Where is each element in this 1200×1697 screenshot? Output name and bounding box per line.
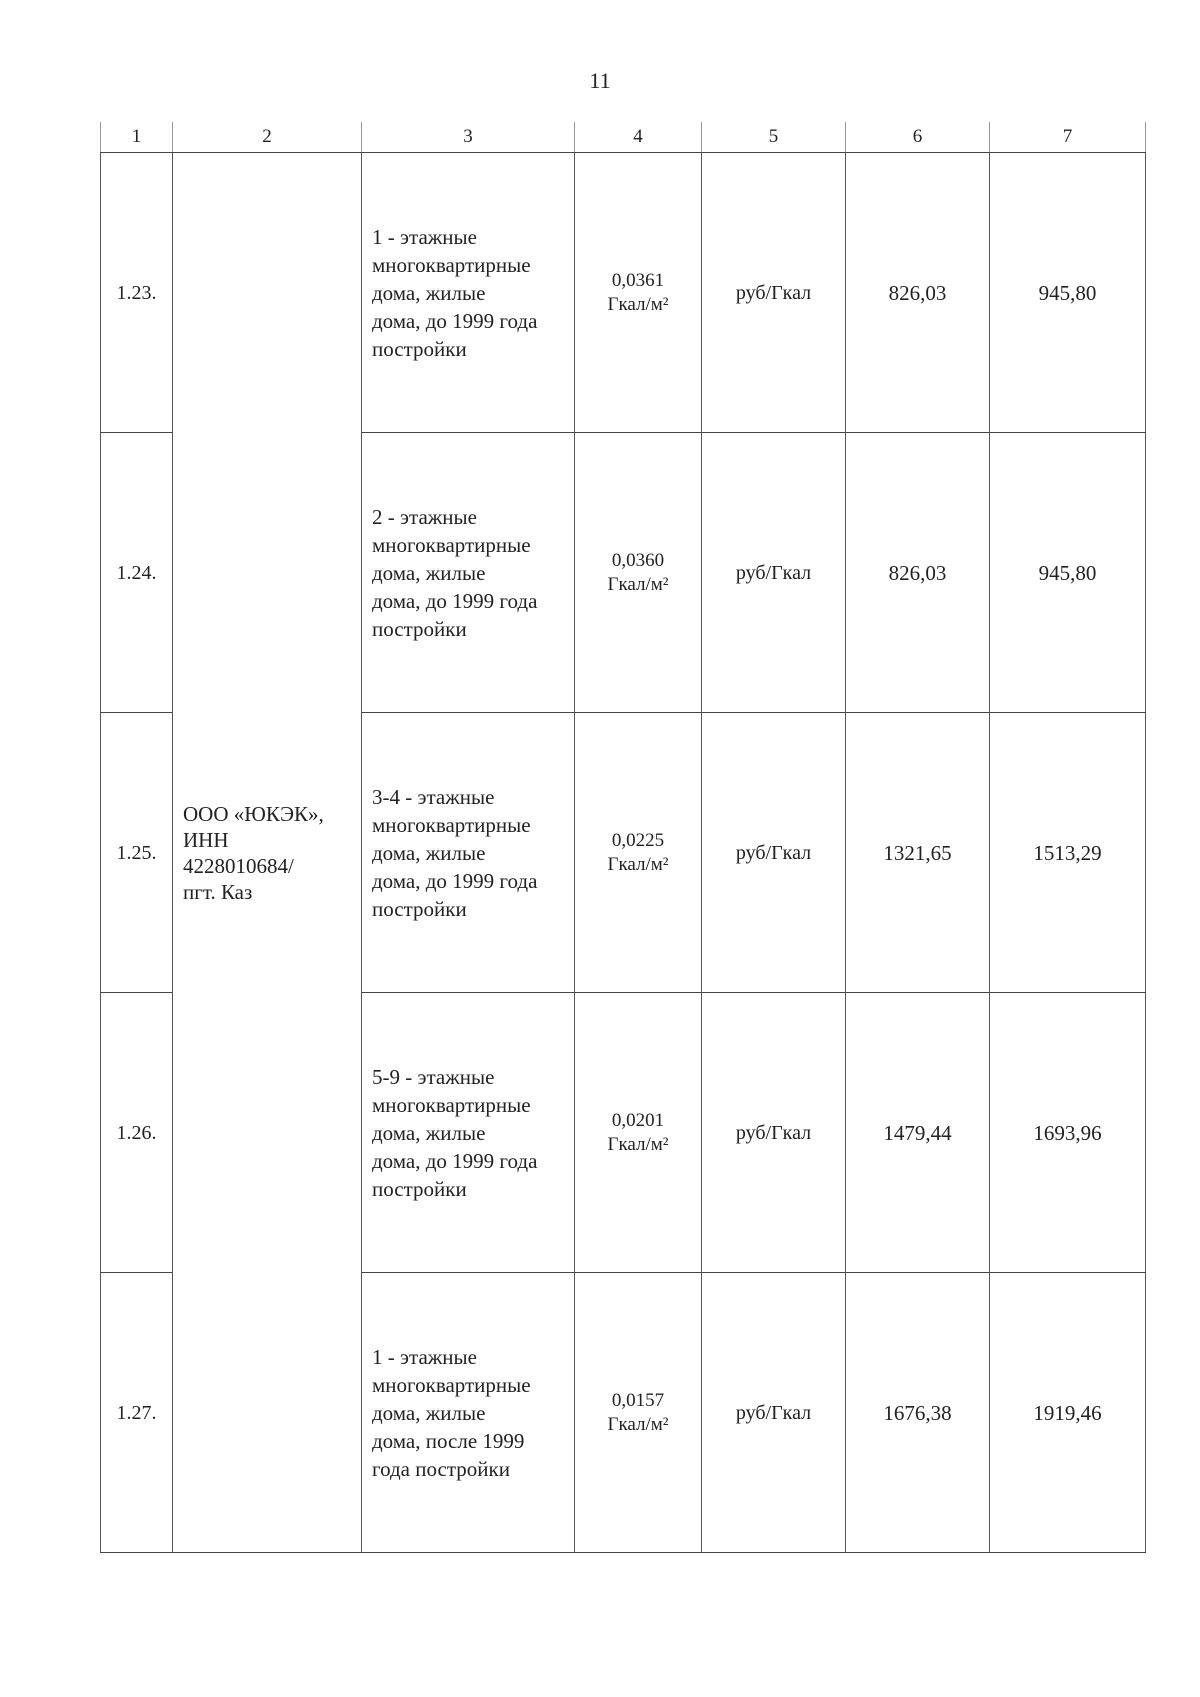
- supplier-name: ООО «ЮКЭК»,: [183, 801, 324, 826]
- norm-unit: Гкал/м²: [607, 573, 669, 595]
- norm-value: 0,0360: [611, 549, 665, 571]
- description-line: многоквартирные: [372, 252, 531, 277]
- header-row: [101, 122, 1146, 153]
- column-header-5: 5: [702, 122, 846, 153]
- consumption-norm: [575, 153, 702, 433]
- description-line: 1 - этажные: [372, 1344, 477, 1369]
- tariff-value-7: 1513,29: [990, 713, 1146, 993]
- column-header-3: 3: [362, 122, 575, 153]
- description-line: дома, жилые: [372, 560, 486, 585]
- description-line: дома, жилые: [372, 280, 486, 305]
- row-number: 1.23.: [101, 153, 173, 433]
- tariff-value-6: 826,03: [846, 153, 990, 433]
- table-row: [101, 153, 1146, 433]
- norm-value: 0,0201: [611, 1109, 665, 1131]
- housing-description: [362, 1273, 575, 1553]
- description-line: 2 - этажные: [372, 504, 477, 529]
- tariff-value-6: 1676,38: [846, 1273, 990, 1553]
- norm-value: 0,0157: [611, 1389, 665, 1411]
- description-line: постройки: [372, 896, 467, 921]
- tariff-unit: руб/Гкал: [702, 993, 846, 1273]
- norm-value: 0,0225: [611, 829, 665, 851]
- tariff-unit: руб/Гкал: [702, 433, 846, 713]
- row-number: 1.25.: [101, 713, 173, 993]
- row-number: 1.27.: [101, 1273, 173, 1553]
- tariff-value-6: 826,03: [846, 433, 990, 713]
- description-line: многоквартирные: [372, 812, 531, 837]
- supplier-inn: 4228010684/: [183, 853, 294, 878]
- tariff-unit: руб/Гкал: [702, 153, 846, 433]
- row-number: 1.26.: [101, 993, 173, 1273]
- consumption-norm: [575, 993, 702, 1273]
- description-line: дома, до 1999 года: [372, 1148, 538, 1173]
- norm-unit: Гкал/м²: [607, 1133, 669, 1155]
- supplier-inn-label: ИНН: [183, 827, 229, 852]
- tariff-unit: руб/Гкал: [702, 713, 846, 993]
- description-line: 3-4 - этажные: [372, 784, 495, 809]
- tariff-value-7: 945,80: [990, 433, 1146, 713]
- norm-unit: Гкал/м²: [607, 853, 669, 875]
- tariff-value-6: 1479,44: [846, 993, 990, 1273]
- supplier-cell: [173, 153, 362, 1553]
- norm-value: 0,0361: [611, 269, 665, 291]
- description-line: дома, после 1999: [372, 1428, 525, 1453]
- description-line: 1 - этажные: [372, 224, 477, 249]
- description-line: многоквартирные: [372, 1372, 531, 1397]
- supplier-location: пгт. Каз: [183, 879, 253, 904]
- description-line: года постройки: [372, 1456, 510, 1481]
- page-number: 11: [589, 68, 611, 93]
- description-line: дома, до 1999 года: [372, 868, 538, 893]
- description-line: дома, жилые: [372, 1120, 486, 1145]
- description-line: дома, жилые: [372, 840, 486, 865]
- column-header-6: 6: [846, 122, 990, 153]
- description-line: постройки: [372, 336, 467, 361]
- description-line: 5-9 - этажные: [372, 1064, 495, 1089]
- description-line: дома, до 1999 года: [372, 308, 538, 333]
- consumption-norm: [575, 713, 702, 993]
- norm-unit: Гкал/м²: [607, 293, 669, 315]
- description-line: постройки: [372, 1176, 467, 1201]
- tariff-value-7: 1693,96: [990, 993, 1146, 1273]
- consumption-norm: [575, 433, 702, 713]
- description-line: постройки: [372, 616, 467, 641]
- norm-unit: Гкал/м²: [607, 1413, 669, 1435]
- column-header-1: 1: [101, 122, 173, 153]
- description-line: многоквартирные: [372, 532, 531, 557]
- tariff-table: [100, 122, 1146, 1553]
- housing-description: [362, 433, 575, 713]
- tariff-unit: руб/Гкал: [702, 1273, 846, 1553]
- description-line: дома, до 1999 года: [372, 588, 538, 613]
- consumption-norm: [575, 1273, 702, 1553]
- housing-description: [362, 153, 575, 433]
- description-line: многоквартирные: [372, 1092, 531, 1117]
- column-header-4: 4: [575, 122, 702, 153]
- row-number: 1.24.: [101, 433, 173, 713]
- description-line: дома, жилые: [372, 1400, 486, 1425]
- column-header-2: 2: [173, 122, 362, 153]
- tariff-value-7: 945,80: [990, 153, 1146, 433]
- tariff-value-7: 1919,46: [990, 1273, 1146, 1553]
- tariff-value-6: 1321,65: [846, 713, 990, 993]
- column-header-7: 7: [990, 122, 1146, 153]
- housing-description: [362, 713, 575, 993]
- housing-description: [362, 993, 575, 1273]
